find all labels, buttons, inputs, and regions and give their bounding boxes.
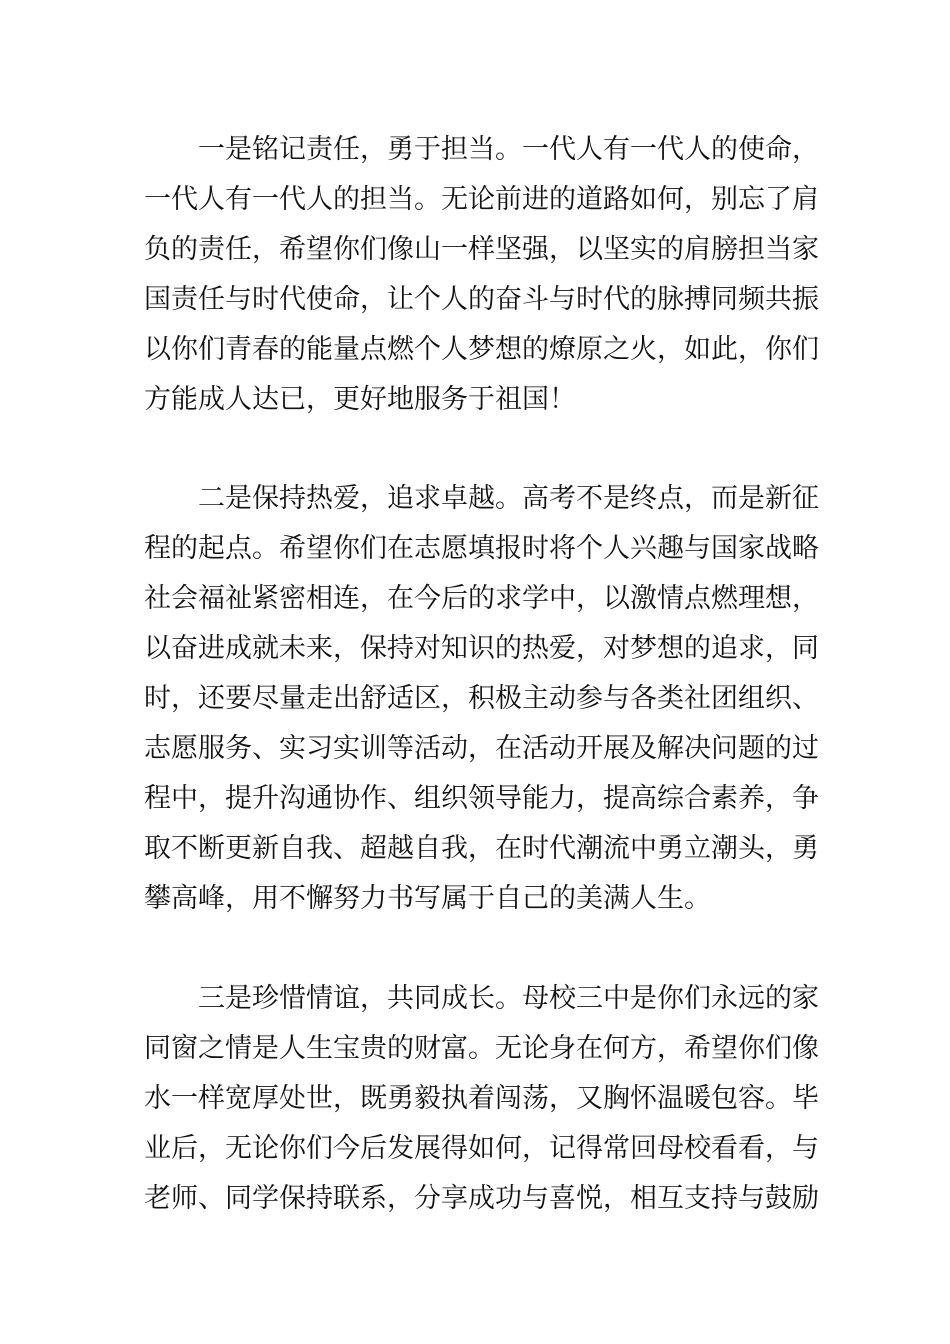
paragraph-responsibility <box>144 125 824 425</box>
text-line: 三是珍惜情谊，共同成长。母校三中是你们永远的家 <box>198 983 819 1014</box>
text-line: 负的责任，希望你们像山一样坚强，以坚实的肩膀担当家 <box>144 234 819 265</box>
text-line: 以你们青春的能量点燃个人梦想的燎原之火，如此，你们 <box>144 334 819 365</box>
text-line: 一代人有一代人的担当。无论前进的道路如何，别忘了肩 <box>144 184 819 215</box>
text-line: 取不断更新自我、超越自我，在时代潮流中勇立潮头，勇 <box>144 833 819 864</box>
text-line: 国责任与时代使命，让个人的奋斗与时代的脉搏同频共振 <box>144 284 819 315</box>
text-line: 同窗之情是人生宝贵的财富。无论身在何方，希望你们像 <box>144 1033 819 1064</box>
text-line: 方能成人达已，更好地服务于祖国！ <box>144 384 576 415</box>
text-line: 攀高峰，用不懈努力书写属于自己的美满人生。 <box>144 883 711 914</box>
text-line: 业后，无论你们今后发展得如何，记得常回母校看看，与 <box>144 1133 819 1164</box>
paragraph-passion <box>144 474 824 924</box>
text-line: 程中，提升沟通协作、组织领导能力，提高综合素养，争 <box>144 783 819 814</box>
text-line: 老师、同学保持联系，分享成功与喜悦，相互支持与鼓励 <box>144 1183 819 1214</box>
text-line: 时，还要尽量走出舒适区，积极主动参与各类社团组织、 <box>144 683 819 714</box>
paragraph-friendship <box>144 974 824 1224</box>
text-line: 程的起点。希望你们在志愿填报时将个人兴趣与国家战略 <box>144 533 819 564</box>
text-line: 二是保持热爱，追求卓越。高考不是终点，而是新征 <box>198 483 819 514</box>
text-line: 志愿服务、实习实训等活动，在活动开展及解决问题的过 <box>144 733 819 764</box>
text-line: 社会福祉紧密相连，在今后的求学中，以激情点燃理想， <box>144 583 819 614</box>
text-line: 一是铭记责任，勇于担当。一代人有一代人的使命， <box>198 134 819 165</box>
text-line: 水一样宽厚处世，既勇毅执着闯荡，又胸怀温暖包容。毕 <box>144 1083 819 1114</box>
text-line: 以奋进成就未来，保持对知识的热爱，对梦想的追求，同 <box>144 633 819 664</box>
